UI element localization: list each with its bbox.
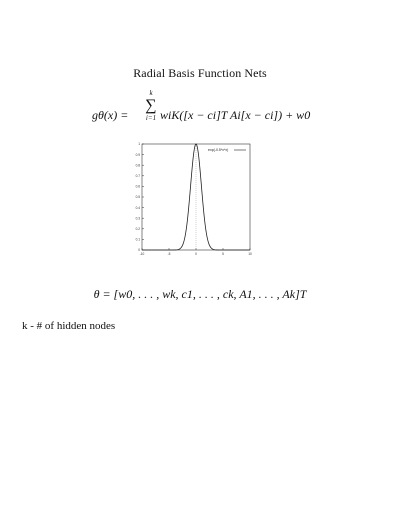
y-tick-label: 1	[138, 142, 140, 147]
x-tick-label: 0	[195, 252, 197, 256]
y-tick-label: 0.7	[135, 174, 140, 178]
y-tick-label: 0.1	[135, 237, 140, 242]
y-tick-label: 0.5	[135, 195, 140, 200]
summation	[144, 89, 158, 122]
sigma-icon: ∑	[145, 97, 157, 114]
y-tick-label: 0.2	[135, 227, 140, 231]
y-tick-label: 0	[138, 248, 140, 253]
y-tick-label: 0.8	[135, 163, 140, 168]
y-tick-label: 0.6	[135, 184, 140, 189]
y-tick-label: 0.4	[135, 205, 140, 210]
sum-upper-limit: k	[149, 89, 153, 97]
x-tick-label: 10	[248, 252, 252, 256]
formula-rhs: wiK([x − ci]T Ai[x − ci]) + w0	[160, 108, 311, 122]
formula-lhs: gθ(x) =	[92, 108, 129, 122]
theta-definition: θ = [w0, . . . , wk, c1, . . . , ck, A1, . . . , Ak]T	[93, 287, 307, 301]
page-title: Radial Basis Function Nets	[133, 66, 267, 80]
y-tick-label: 0.9	[135, 152, 140, 157]
rbf-formula	[92, 89, 392, 136]
x-tick-label: -10	[139, 252, 145, 256]
gaussian-plot	[122, 140, 254, 262]
hidden-nodes-note: k - # of hidden nodes	[22, 320, 116, 332]
legend	[208, 148, 246, 152]
legend-label: exp(-0.5*x*x)	[208, 148, 229, 152]
sum-lower-limit: i=1	[145, 114, 157, 122]
x-tick-label: -5	[167, 252, 171, 256]
x-tick-label: 5	[222, 252, 224, 256]
y-tick-label: 0.3	[135, 216, 140, 221]
